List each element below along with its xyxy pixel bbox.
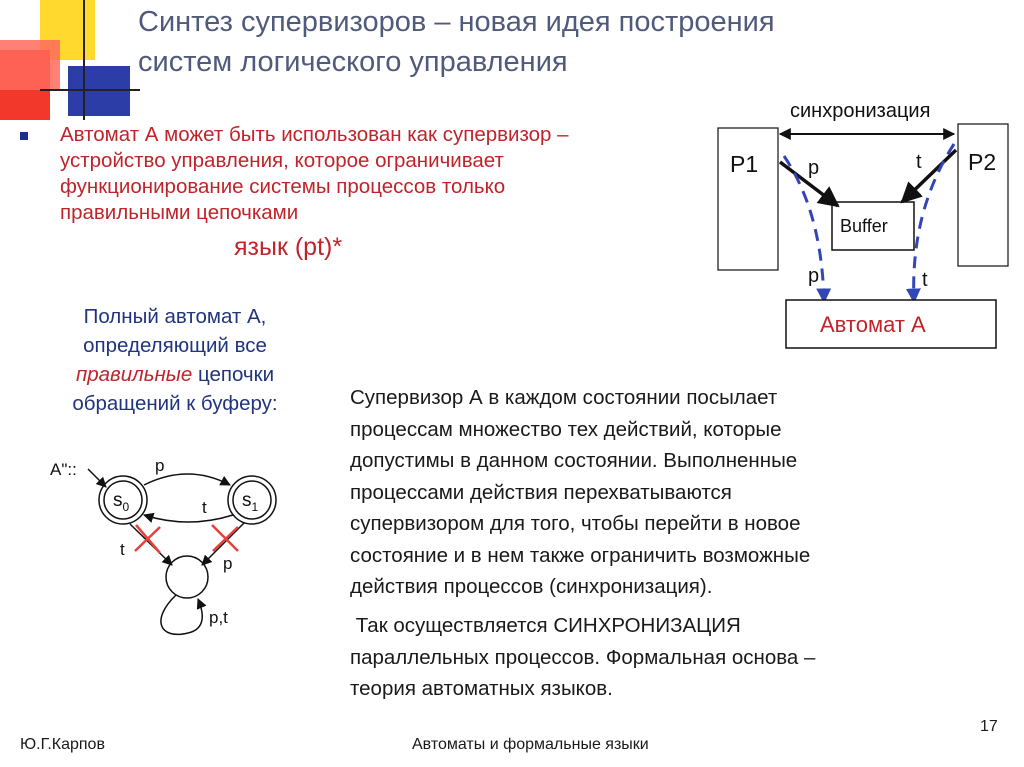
synchronization-paragraph (350, 610, 970, 705)
initial-arrow (88, 469, 106, 487)
bullet-line-1: Автомат А может быть использован как супервизор – (60, 123, 569, 146)
state-s0-label: $s_0$ (113, 490, 130, 514)
p2-to-buffer-arrow (902, 150, 956, 202)
para1-line-7: действия процессов (синхронизация). (350, 575, 713, 598)
automaton-label: А":: (50, 460, 77, 479)
bullet-line-3: функционирование системы процессов только (60, 175, 506, 198)
cross-s0-sink-icon (135, 525, 160, 553)
automaton-a-label: Автомат А (820, 312, 926, 337)
caption-line-3: цепочки (192, 363, 275, 386)
edge-sink-loop (161, 595, 202, 634)
state-s1-label: $s_1$ (242, 490, 259, 514)
supervisor-paragraph (350, 382, 970, 603)
para1-line-4: процессами действия перехватываются (350, 480, 732, 504)
caption-line-1: Полный автомат А, (83, 305, 267, 328)
cross-s1-sink-icon (212, 525, 238, 551)
para2-line-2: параллельных процессов. Формальная основа – (350, 645, 816, 669)
para2-line-1: Так осуществляется СИНХРОНИЗАЦИЯ (350, 614, 741, 637)
edge-s1-s0-label: t (202, 498, 207, 517)
t-to-automaton-label: t (922, 269, 928, 291)
edge-sink-loop-label: p,t (209, 608, 228, 627)
language-expression: язык (pt)* (234, 233, 343, 261)
caption-line-4: обращений к буферу: (72, 392, 278, 415)
para1-line-2: процессам множество тех действий, которые (350, 417, 782, 441)
para2-line-3: теория автоматных языков. (350, 677, 613, 700)
p-to-automaton-label: p (808, 265, 820, 287)
bullet-text (60, 122, 710, 226)
slide-title-line-1: Синтез супервизоров – новая идея построения (138, 6, 775, 38)
process-p1-box (718, 128, 778, 270)
bullet-line-2: устройство управления, которое ограничивает (60, 149, 504, 172)
edge-s0-s1-label: p (155, 456, 165, 475)
footer-course: Автоматы и формальные языки (412, 736, 649, 753)
sync-diagram (710, 92, 1010, 354)
para1-line-1: Супервизор А в каждом состоянии посылает (350, 386, 778, 409)
footer-author: Ю.Г.Карпов (20, 736, 105, 753)
logo-squares-icon (0, 0, 140, 120)
edge-s0-s1 (144, 474, 230, 485)
caption-line-2: определяющий все (83, 334, 267, 357)
process-p2-box (958, 124, 1008, 266)
para1-line-5: супервизором для того, чтобы перейти в новое (350, 512, 801, 535)
edge-s1-s0 (144, 515, 233, 522)
edge-s0-sink-label: t (120, 540, 125, 559)
process-p1-label: P1 (730, 151, 759, 177)
slide-title-line-2: систем логического управления (138, 46, 568, 78)
buffer-label: Buffer (840, 216, 888, 236)
p1-to-buffer-label: p (808, 157, 820, 179)
bullet-square-icon (20, 132, 28, 140)
edge-s0-sink (130, 524, 172, 565)
edge-s1-sink-label: p (223, 554, 233, 573)
state-sink (166, 556, 208, 598)
sync-label: синхронизация (790, 100, 931, 122)
para1-line-6: состояние и в нем также ограничить возможные (350, 543, 811, 567)
p2-to-buffer-label: t (916, 151, 922, 173)
page-number: 17 (980, 718, 998, 735)
para1-line-3: допустимы в данном состоянии. Выполненные (350, 449, 798, 472)
state-diagram (40, 445, 310, 645)
bullet-line-4: правильными цепочками (60, 201, 299, 224)
full-automaton-caption (40, 302, 310, 418)
process-p2-label: P2 (968, 149, 997, 175)
slide-title (138, 2, 998, 82)
caption-italic-word: правильные (75, 363, 193, 386)
